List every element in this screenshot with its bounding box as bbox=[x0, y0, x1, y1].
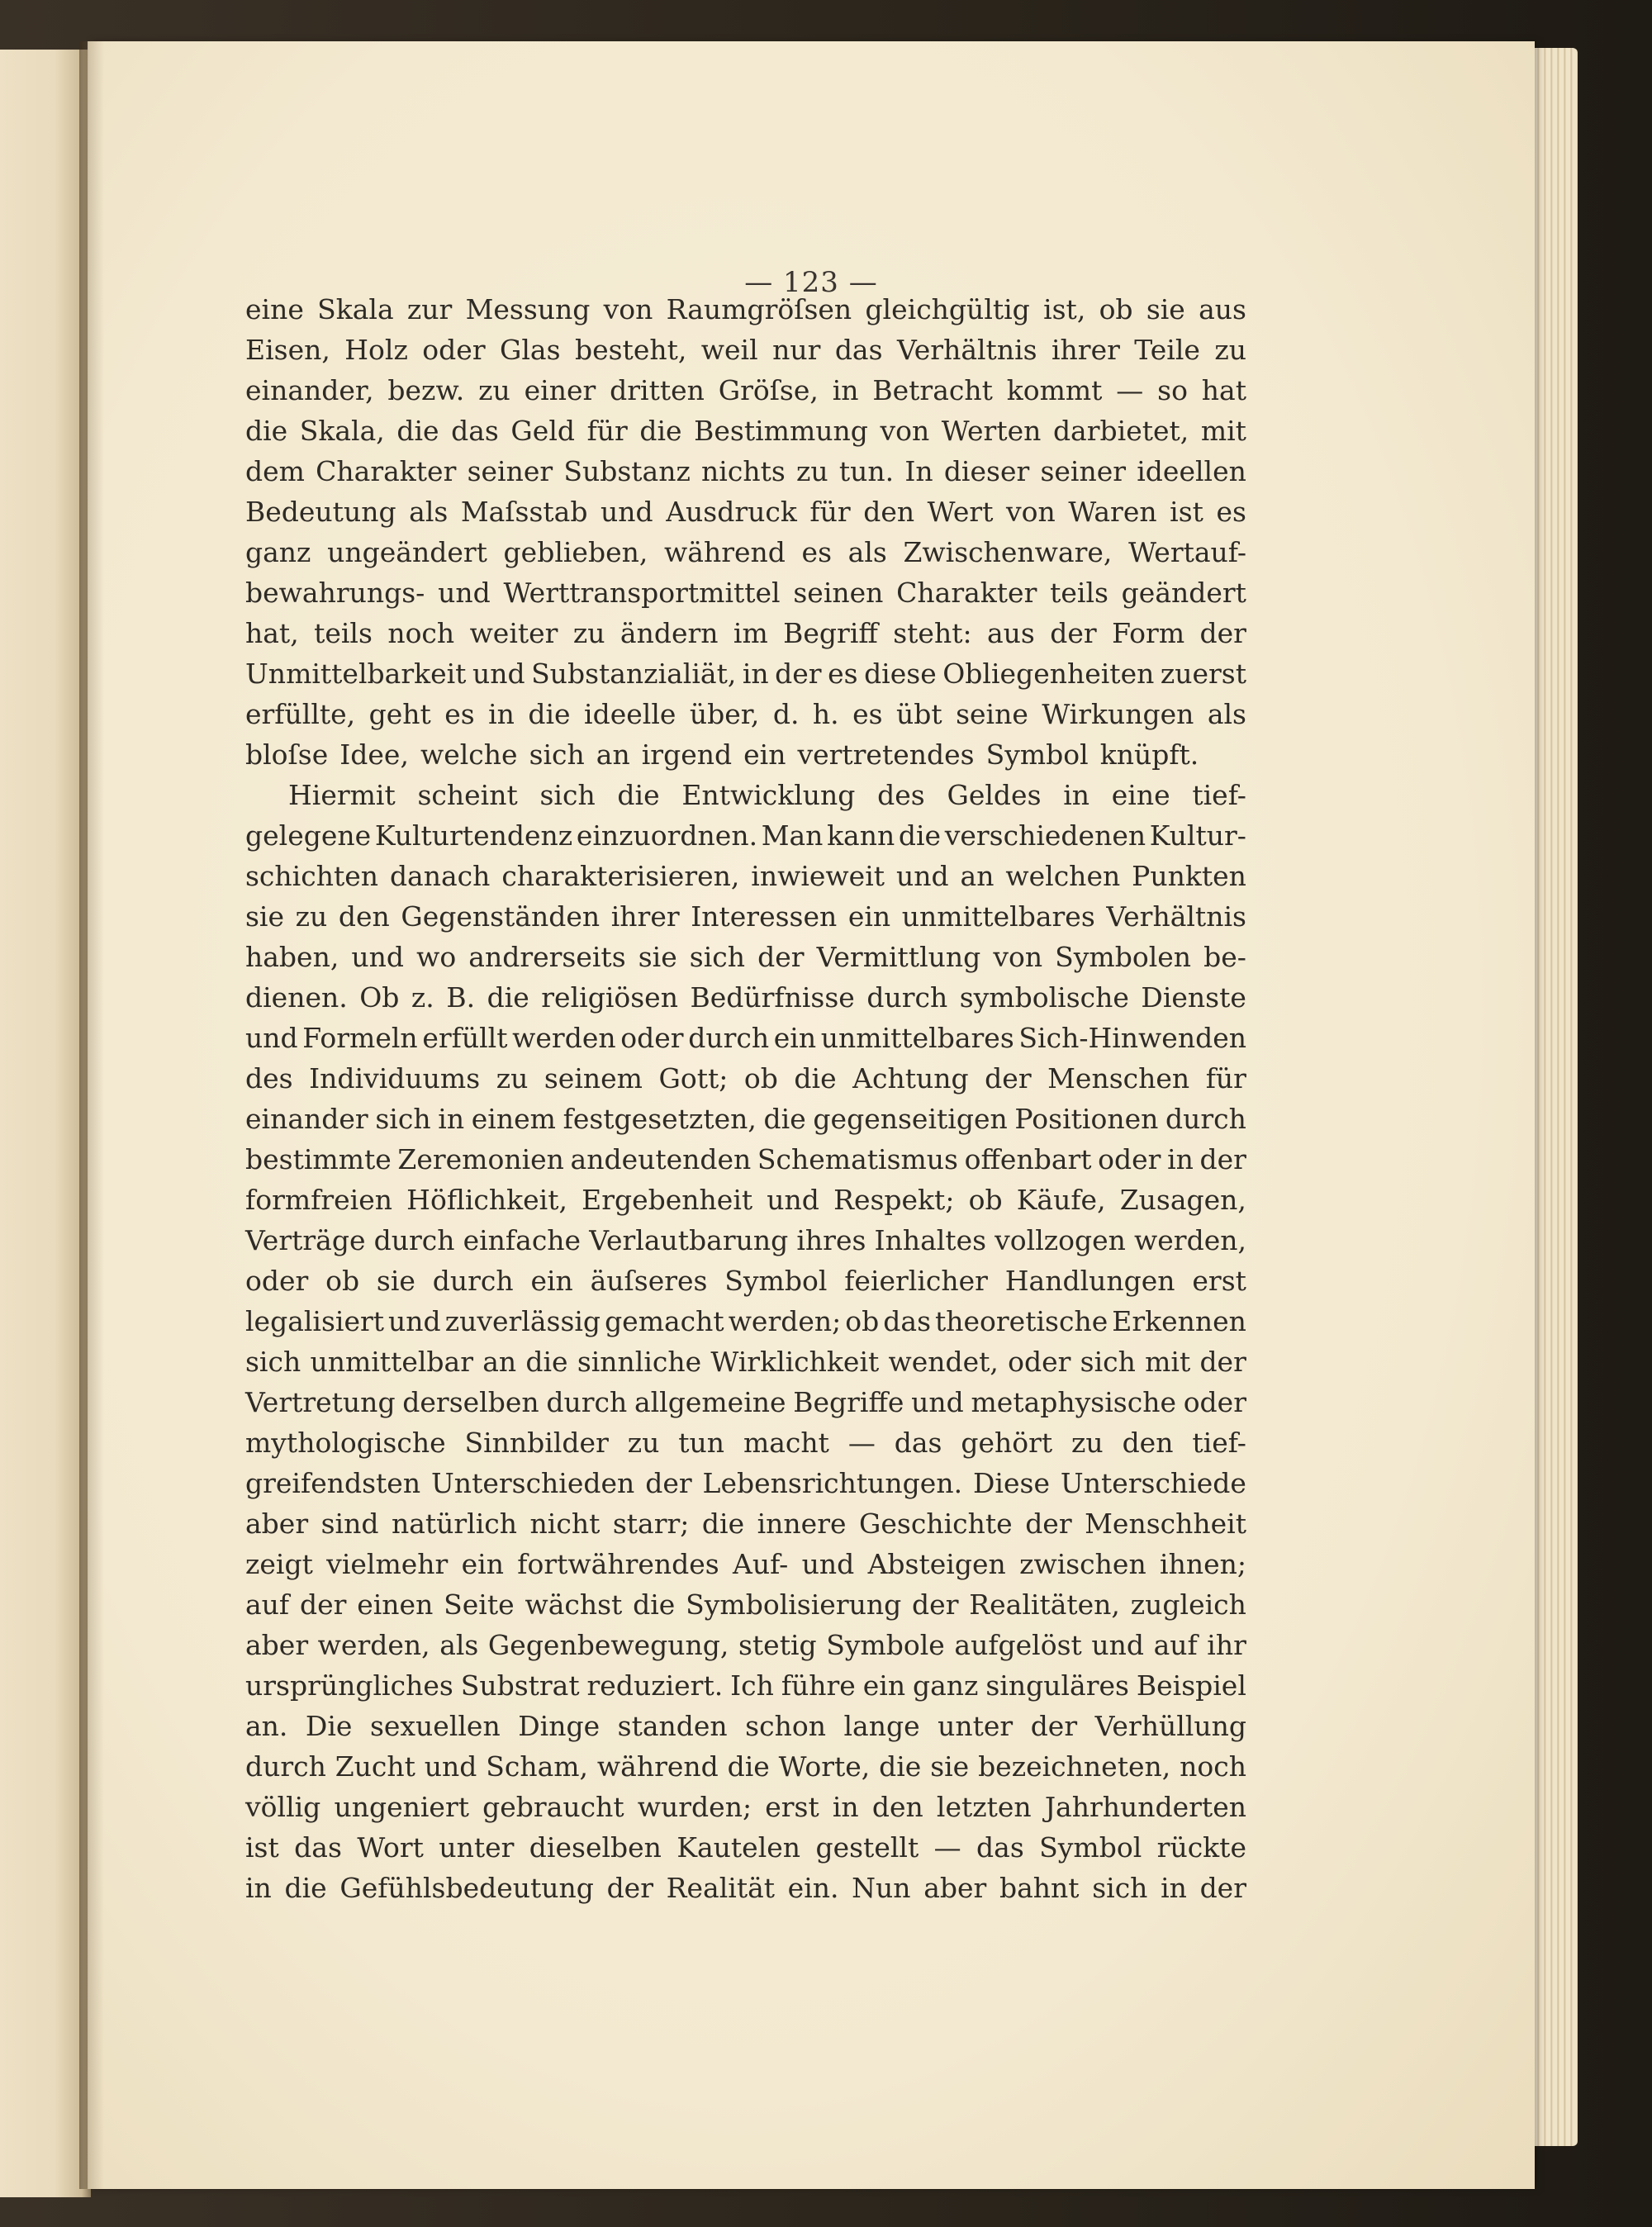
text-line: haben, und wo andrerseits sie sich der Vermittlung von Symbolen be- bbox=[245, 941, 1246, 973]
text-line: oder ob sie durch ein äuſseres Symbol feierlicher Handlungen erst bbox=[245, 1265, 1246, 1297]
text-line: erfüllte, geht es in die ideelle über, d. h. es übt seine Wirkungen als bbox=[245, 698, 1246, 730]
text-line: auf der einen Seite wächst die Symbolisierung der Realitäten, zugleich bbox=[245, 1588, 1246, 1621]
text-line: des Individuums zu seinem Gott; ob die Achtung der Menschen für bbox=[245, 1062, 1246, 1095]
text-line: mythologische Sinnbilder zu tun macht — das gehört zu den tief- bbox=[245, 1427, 1246, 1459]
text-line: schichten danach charakterisieren, inwieweit und an welchen Punkten bbox=[245, 860, 1246, 892]
text-line: dienen. Ob z. B. die religiösen Bedürfnisse durch symbolische Dienste bbox=[245, 981, 1246, 1014]
text-line: sie zu den Gegenständen ihrer Interessen ein unmittelbares Verhältnis bbox=[245, 900, 1246, 933]
text-line: die Skala, die das Geld für die Bestimmung von Werten darbietet, mit bbox=[245, 415, 1246, 447]
text-line: aber werden, als Gegenbewegung, stetig Symbole aufgelöst und auf ihr bbox=[245, 1629, 1246, 1661]
page-number: — 123 — bbox=[744, 266, 878, 299]
text-line: zeigt vielmehr ein fortwährendes Auf- und Absteigen zwischen ihnen; bbox=[245, 1548, 1246, 1580]
text-line: einander sich in einem festgesetzten, die gegenseitigen Positionen durch bbox=[245, 1103, 1246, 1135]
text-line: aber sind natürlich nicht starr; die innere Geschichte der Menschheit bbox=[245, 1508, 1246, 1540]
text-line: dem Charakter seiner Substanz nichts zu tun. In dieser seiner ideellen bbox=[245, 455, 1246, 487]
text-line: Vertretung derselben durch allgemeine Begriffe und metaphysische oder bbox=[245, 1386, 1246, 1418]
body-text bbox=[245, 289, 1246, 1908]
text-line: Verträge durch einfache Verlautbarung ihres Inhaltes vollzogen werden, bbox=[245, 1224, 1246, 1256]
gutter-shadow bbox=[79, 41, 104, 2189]
text-line: in die Gefühlsbedeutung der Realität ein. Nun aber bahnt sich in der bbox=[245, 1872, 1246, 1904]
text-line: greifendsten Unterschieden der Lebensrichtungen. Diese Unterschiede bbox=[245, 1467, 1246, 1499]
text-line: formfreien Höflichkeit, Ergebenheit und Respekt; ob Käufe, Zusagen, bbox=[245, 1184, 1246, 1216]
text-line: Hiermit scheint sich die Entwicklung des Geldes in eine tief- bbox=[288, 779, 1246, 811]
text-line: ist das Wort unter dieselben Kautelen gestellt — das Symbol rückte bbox=[245, 1831, 1246, 1864]
text-line: ganz ungeändert geblieben, während es als Zwischenware, Wertauf- bbox=[245, 536, 1246, 568]
text-line: durch Zucht und Scham, während die Worte, die sie bezeichneten, noch bbox=[245, 1750, 1246, 1783]
text-line: Bedeutung als Maſsstab und Ausdruck für den Wert von Waren ist es bbox=[245, 496, 1246, 528]
text-line: Unmittelbarkeit und Substanzialiät, in der es diese Obliegenheiten zuerst bbox=[245, 658, 1246, 690]
text-line: einander, bezw. zu einer dritten Gröſse, in Betracht kommt — so hat bbox=[245, 374, 1246, 406]
text-line: völlig ungeniert gebraucht wurden; erst in den letzten Jahrhunderten bbox=[245, 1791, 1246, 1823]
text-line: ursprüngliches Substrat reduziert. Ich führe ein ganz singuläres Beispiel bbox=[245, 1669, 1246, 1702]
text-line: hat, teils noch weiter zu ändern im Begriff steht: aus der Form der bbox=[245, 617, 1246, 649]
text-line: legalisiert und zuverlässig gemacht werden; ob das theoretische Erkennen bbox=[245, 1305, 1246, 1337]
text-line: sich unmittelbar an die sinnliche Wirklichkeit wendet, oder sich mit der bbox=[245, 1346, 1246, 1378]
text-line: an. Die sexuellen Dinge standen schon lange unter der Verhüllung bbox=[245, 1710, 1246, 1742]
text-line: und Formeln erfüllt werden oder durch ein unmittelbares Sich-Hinwenden bbox=[245, 1022, 1246, 1054]
text-line: bewahrungs- und Werttransportmittel seinen Charakter teils geändert bbox=[245, 577, 1246, 609]
text-line: bestimmte Zeremonien andeutenden Schematismus offenbart oder in der bbox=[245, 1143, 1246, 1175]
text-line: eine Skala zur Messung von Raumgröſsen gleichgültig ist, ob sie aus bbox=[245, 293, 1246, 325]
text-line: gelegene Kulturtendenz einzuordnen. Man kann die verschiedenen Kultur- bbox=[245, 819, 1246, 852]
text-line: bloſse Idee, welche sich an irgend ein vertretendes Symbol knüpft. bbox=[245, 738, 1199, 771]
facing-page-edge bbox=[0, 50, 91, 2197]
text-line: Eisen, Holz oder Glas besteht, weil nur das Verhältnis ihrer Teile zu bbox=[245, 334, 1246, 366]
